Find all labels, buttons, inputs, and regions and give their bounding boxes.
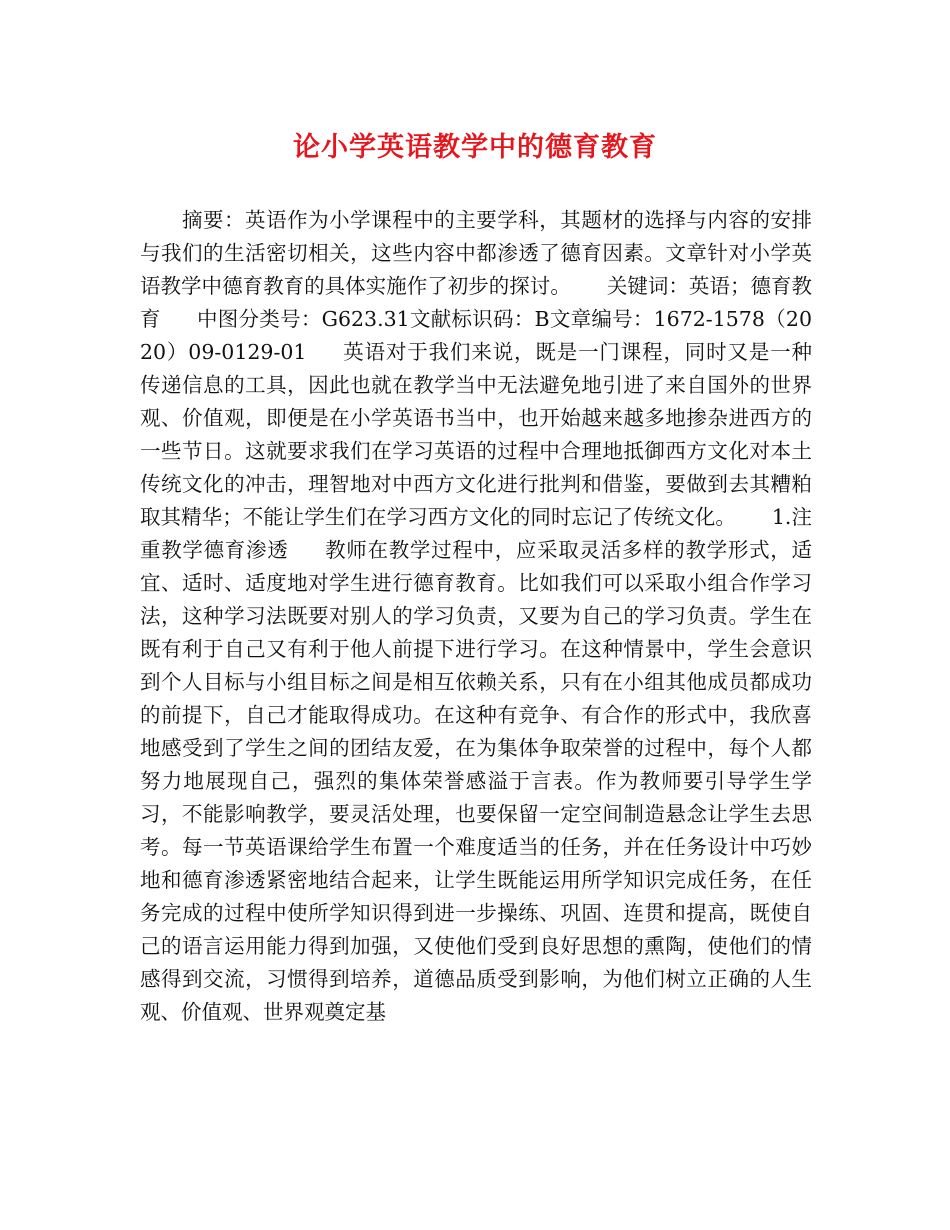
intro-paragraph: 英语对于我们来说，既是一门课程，同时又是一种传递信息的工具，因此也就在教学当中无法避免地引进了来自国外的世界观、价值观，即便是在小学英语书当中，也开始越来越多地掺杂进西方的一些节日。这就要求我们在学习英语的过程中合理地抵御西方文化对本土传统文化的冲击，理智地对中西方文化进行批判和借鉴，要做到去其糟粕取其精华；不能让学生们在学习西方文化的同时忘记了传统文化。: [140, 340, 813, 529]
document-title: 论小学英语教学中的德育教育: [293, 132, 657, 163]
document-body: [140, 204, 812, 1029]
section-heading: 1.注重教学德育渗透: [140, 505, 812, 562]
classification-text: 中图分类号：G623.31文献标识码：B文章编号：1672-1578（2020）09-0129-01: [140, 307, 812, 364]
abstract-text: 摘要：英语作为小学课程中的主要学科，其题材的选择与内容的安排与我们的生活密切相关，这些内容中都渗透了德育因素。文章针对小学英语教学中德育教育的具体实施作了初步的探讨。: [140, 208, 812, 298]
section-paragraph: 教师在教学过程中，应采取灵活多样的教学形式，适宜、适时、适度地对学生进行德育教育。比如我们可以采取小组合作学习法，这种学习法既要对别人的学习负责，又要为自己的学习负责。学生在既有利于自己又有利于他人前提下进行学习。在这种情景中，学生会意识到个人目标与小组目标之间是相互依赖关系，只有在小组其他成员都成功的前提下，自己才能取得成功。在这种有竞争、有合作的形式中，我欣喜地感受到了学生之间的团结友爱，在为集体争取荣誉的过程中，每个人都努力地展现自己，强烈的集体荣誉感溢于言表。作为教师要引导学生学习，不能影响教学，要灵活处理，也要保留一定空间制造悬念让学生去思考。每一节英语课给学生布置一个难度适当的任务，并在任务设计中巧妙地和德育渗透紧密地结合起来，让学生既能运用所学知识完成任务，在任务完成的过程中使所学知识得到进一步操练、巩固、连贯和提高，既使自己的语言运用能力得到加强，又使他们受到良好思想的熏陶，使他们的情感得到交流，习惯得到培养，道德品质受到影响，为他们树立正确的人生观、价值观、世界观奠定基: [140, 538, 813, 1024]
keywords-text: 关键词：英语；德育教育: [140, 274, 813, 331]
